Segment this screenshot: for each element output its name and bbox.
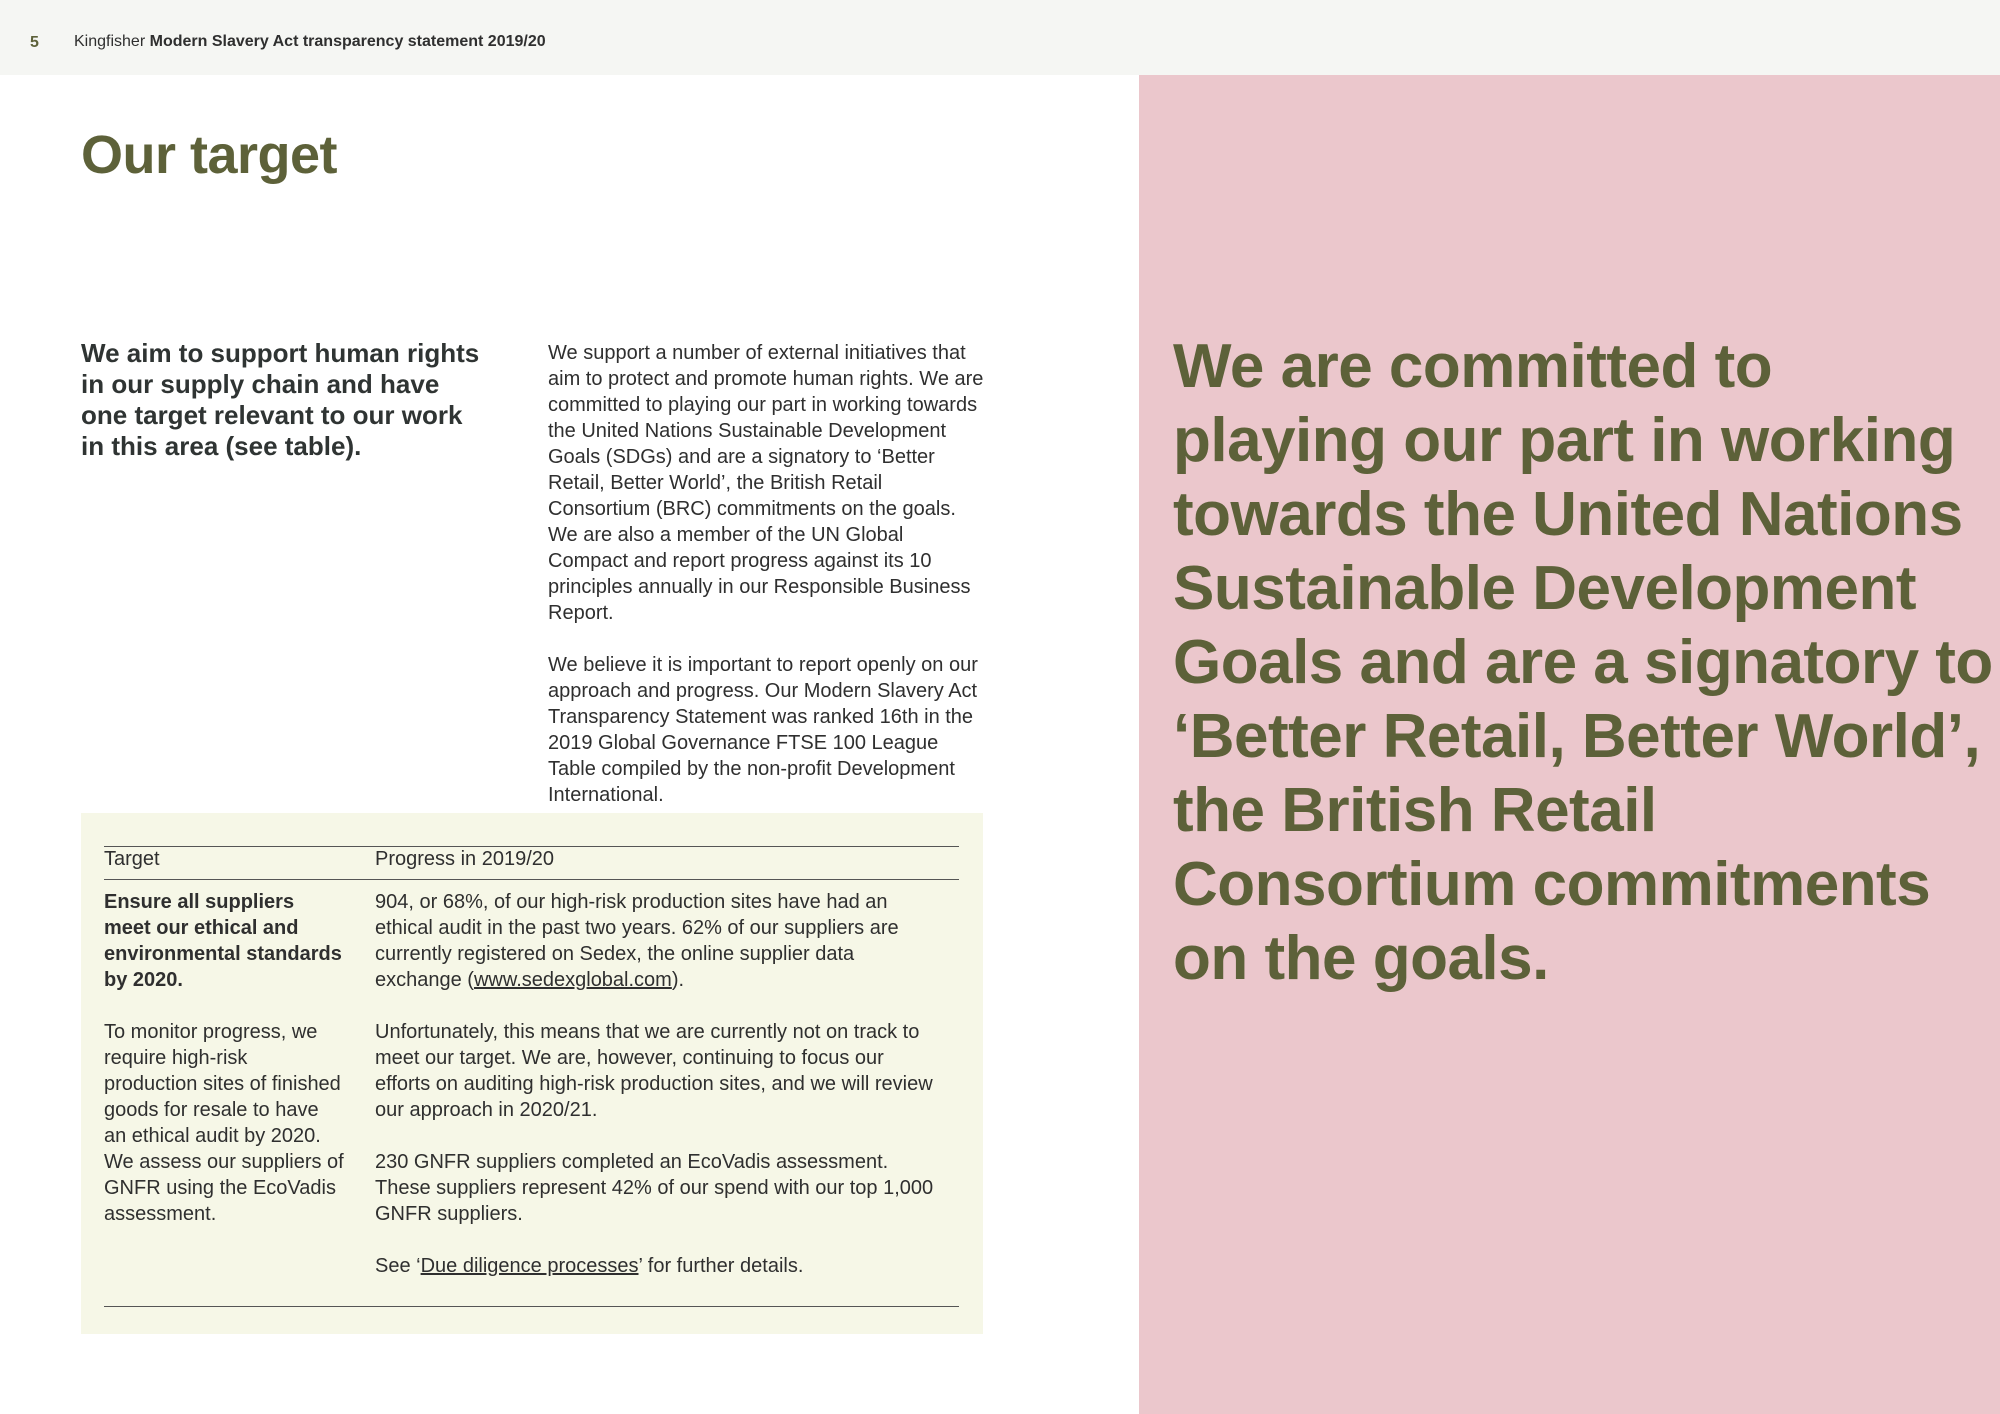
column-header-progress: Progress in 2019/20	[375, 848, 555, 870]
due-diligence-link[interactable]: Due diligence processes	[420, 1255, 639, 1277]
table-header-rule	[104, 879, 959, 880]
progress-paragraph: 230 GNFR suppliers completed an EcoVadis assessment. These suppliers represent 42% of our spend with our top 1,000 GNFR suppliers.	[375, 1151, 934, 1225]
page-number: 5	[30, 34, 39, 51]
page-header	[0, 0, 2000, 75]
target-cell	[104, 889, 344, 1227]
column-header-target: Target	[104, 848, 160, 870]
sedex-link[interactable]: www.sedexglobal.com	[473, 969, 672, 991]
target-table	[81, 813, 983, 1334]
lead-statement: We aim to support human rights in our supply chain and have one target relevant to our work in this area (see table).	[81, 338, 480, 461]
progress-paragraph: See ‘Due diligence processes’ for further details.	[375, 1255, 804, 1277]
body-paragraph: We support a number of external initiatives that aim to protect and promote human rights. We are committed to playing our part in working towards the United Nations Sustainable Development Goals (SDGs) and are a signatory to ‘Better Retail, Better World’, the British Retail Consortium (BRC) commitments on the goals. We are also a member of the UN Global Compact and report progress against its 10 principles annually in our Responsible Business Report.	[548, 342, 984, 624]
progress-paragraph: 904, or 68%, of our high-risk production sites have had an ethical audit in the past two years. 62% of our suppliers are currently registered on Sedex, the online supplier data exchange (www.sedexglobal.com).	[375, 891, 899, 991]
progress-cell	[375, 889, 935, 1305]
document-title: Modern Slavery Act transparency statement 2019/20	[149, 33, 546, 50]
brand-name: Kingfisher	[74, 33, 146, 50]
body-text	[548, 340, 988, 834]
target-detail: To monitor progress, we require high-risk production sites of finished goods for resale to have an ethical audit by 2020. We assess our suppliers of GNFR using the EcoVadis assessment.	[104, 1021, 344, 1225]
body-paragraph: We believe it is important to report openly on our approach and progress. Our Modern Slavery Act Transparency Statement was ranked 16th in the 2019 Global Governance FTSE 100 League Table compiled by the non-profit Development International.	[548, 654, 978, 806]
header-title	[74, 33, 546, 51]
pull-quote-panel	[1139, 75, 2000, 1414]
pull-quote: We are committed to playing our part in working towards the United Nations Sustainable Development Goals and are a signatory to ‘Better Retail, Better World’, the British Retail Consortium commitments on the goals.	[1173, 332, 1993, 993]
page-title: Our target	[81, 125, 338, 185]
progress-paragraph: Unfortunately, this means that we are currently not on track to meet our target. We are, however, continuing to focus our efforts on auditing high-risk production sites, and we will review our approach in 2020/21.	[375, 1021, 933, 1121]
target-statement: Ensure all suppliers meet our ethical and environmental standards by 2020.	[104, 891, 342, 991]
table-bottom-rule	[104, 1306, 959, 1307]
table-top-rule	[104, 846, 959, 847]
